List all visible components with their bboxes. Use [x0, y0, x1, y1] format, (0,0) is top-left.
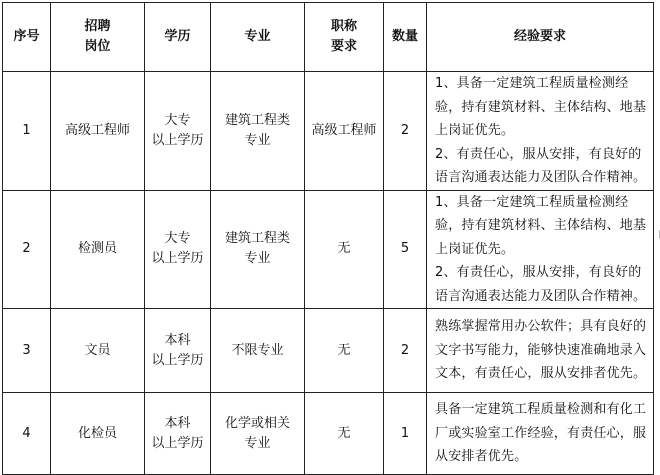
cell-position: 检测员 [51, 190, 145, 309]
cell-education: 本科 以上学历 [145, 309, 211, 393]
cell-education: 大专 以上学历 [145, 72, 211, 191]
cell-position: 高级工程师 [51, 72, 145, 191]
cell-no: 2 [3, 190, 51, 309]
cell-count: 5 [384, 190, 427, 309]
cell-count: 2 [384, 309, 427, 393]
header-title: 职称 要求 [305, 3, 384, 72]
cell-experience: 具备一定建筑工程质量检测和有化工厂或实验室工作经验，有责任心，服从安排者优先。 [427, 393, 654, 475]
cell-education: 本科 以上学历 [145, 393, 211, 475]
header-major: 专业 [211, 3, 305, 72]
cell-experience: 熟练掌握常用办公软件；具有良好的文字书写能力，能够快速准确地录入文本，有责任心，服从安排者优先。 [427, 309, 654, 393]
cell-title: 无 [305, 393, 384, 475]
cell-no: 4 [3, 393, 51, 475]
header-row [3, 3, 654, 72]
cell-major: 建筑工程类 专业 [211, 190, 305, 309]
cell-title: 无 [305, 309, 384, 393]
cell-title: 无 [305, 190, 384, 309]
cell-education: 大专 以上学历 [145, 190, 211, 309]
table-row [3, 72, 654, 191]
cell-position: 文员 [51, 309, 145, 393]
scroll-edge-marker [655, 230, 660, 238]
recruitment-table [2, 2, 654, 475]
cell-major: 化学或相关 专业 [211, 393, 305, 475]
header-no: 序号 [3, 3, 51, 72]
table-row [3, 309, 654, 393]
cell-position: 化检员 [51, 393, 145, 475]
cell-experience: 1、具备一定建筑工程质量检测经验，持有建筑材料、主体结构、地基上岗证优先。 2、有责任心，服从安排，有良好的语言沟通表达能力及团队合作精神。 [427, 190, 654, 309]
cell-no: 1 [3, 72, 51, 191]
header-experience: 经验要求 [427, 3, 654, 72]
header-count: 数量 [384, 3, 427, 72]
cell-experience: 1、具备一定建筑工程质量检测经验，持有建筑材料、主体结构、地基上岗证优先。 2、有责任心，服从安排，有良好的语言沟通表达能力及团队合作精神。 [427, 72, 654, 191]
header-position: 招聘 岗位 [51, 3, 145, 72]
cell-title: 高级工程师 [305, 72, 384, 191]
table-row [3, 393, 654, 475]
cell-major: 建筑工程类 专业 [211, 72, 305, 191]
header-education: 学历 [145, 3, 211, 72]
cell-count: 2 [384, 72, 427, 191]
cell-major: 不限专业 [211, 309, 305, 393]
cell-count: 1 [384, 393, 427, 475]
table-row [3, 190, 654, 309]
cell-no: 3 [3, 309, 51, 393]
